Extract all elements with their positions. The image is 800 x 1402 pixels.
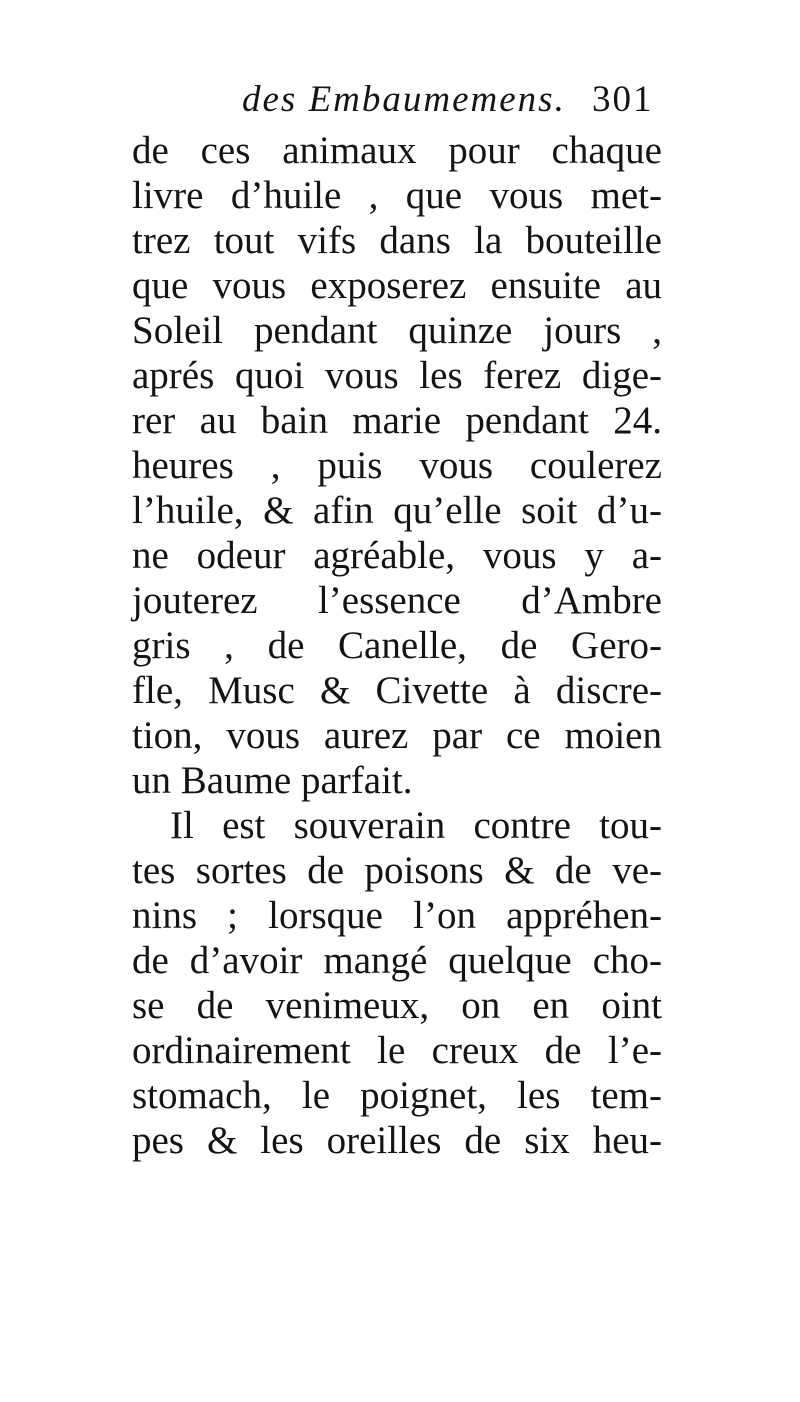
text-line: rer au bain marie pendant 24. xyxy=(132,399,662,442)
text-line: tes sortes de poisons & de ve- xyxy=(132,849,662,892)
text-line: de ces animaux pour chaque xyxy=(132,129,662,172)
text-line: ordinairement le creux de l’e- xyxy=(132,1029,662,1072)
text-line: stomach, le poignet, les tem- xyxy=(132,1074,662,1117)
text-line: tion, vous aurez par ce moien xyxy=(132,714,662,757)
text-line: l’huile, & afin qu’elle soit d’u- xyxy=(132,489,662,532)
text-line: se de venimeux, on en oint xyxy=(132,984,662,1027)
text-line: heures , puis vous coulerez xyxy=(132,444,662,487)
text-line: que vous exposerez ensuite au xyxy=(132,264,662,307)
text-line: trez tout vifs dans la bouteille xyxy=(132,219,662,262)
running-title: des Embaumemens. xyxy=(242,79,566,120)
text-line: un Baume parfait. xyxy=(132,759,413,802)
text-line: aprés quoi vous les ferez dige- xyxy=(132,354,662,397)
text-line: ne odeur agréable, vous y a- xyxy=(132,534,662,577)
text-line: de d’avoir mangé quelque cho- xyxy=(132,939,662,982)
text-line: nins ; lorsque l’on appréhen- xyxy=(132,894,662,937)
text-line: fle, Musc & Civette à discre- xyxy=(132,669,662,712)
text-line: jouterez l’essence d’Ambre xyxy=(132,579,662,622)
text-line: livre d’huile , que vous met- xyxy=(132,174,662,217)
text-line: pes & les oreilles de six heu- xyxy=(132,1119,662,1162)
page-number: 301 xyxy=(592,79,654,120)
text-line: gris , de Canelle, de Gero- xyxy=(132,624,662,667)
paragraph-first-line: Il est souverain contre tou- xyxy=(170,804,662,847)
text-line: Soleil pendant quinze jours , xyxy=(132,309,662,352)
